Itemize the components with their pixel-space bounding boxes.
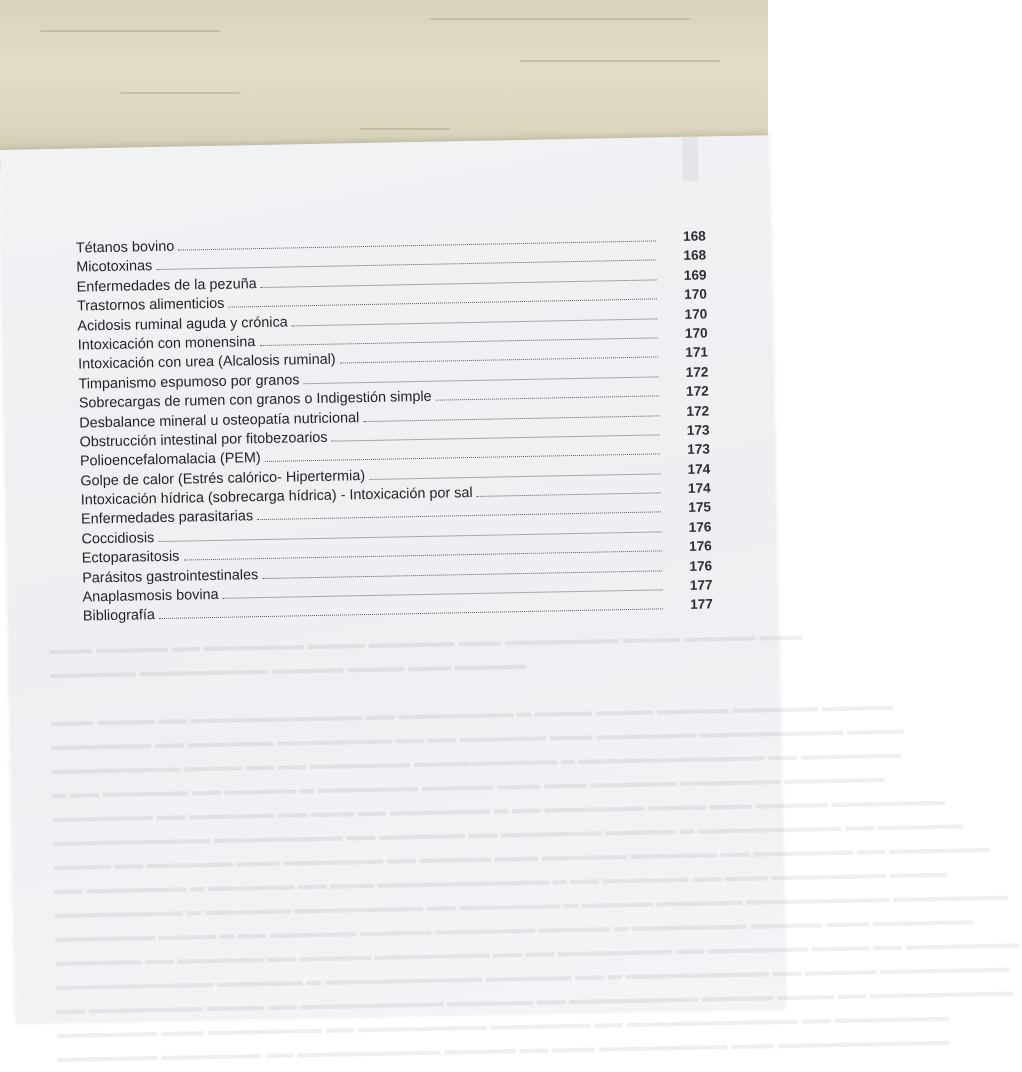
toc-entry-page-number: 174	[687, 480, 711, 496]
dot-leader	[477, 492, 661, 497]
toc-entry-title: Parásitos gastrointestinales	[82, 566, 259, 587]
toc-entry-page-number: 168	[683, 247, 707, 264]
dot-leader	[259, 337, 657, 346]
dot-leader	[159, 609, 663, 620]
toc-entry-title: Intoxicación con urea (Alcalosis ruminal)	[77, 351, 336, 373]
toc-entry-title: Ectoparasitosis	[81, 548, 180, 567]
dot-leader	[265, 454, 660, 463]
table-of-contents	[76, 228, 713, 628]
wood-grain	[520, 60, 720, 62]
toc-entry-title: Desbalance mineral u osteopatía nutricional	[79, 409, 360, 432]
toc-entry-title: Bibliografía	[82, 607, 156, 625]
toc-entry-page-number: 171	[685, 344, 709, 361]
dot-leader	[292, 318, 658, 326]
toc-entry-title: Golpe de calor (Estrés calórico- Hipertermia)	[80, 467, 366, 490]
toc-entry-page-number: 168	[682, 228, 706, 244]
dot-leader	[304, 376, 659, 384]
toc-entry-title: Micotoxinas	[76, 258, 153, 276]
toc-entry-title: Acidosis ruminal aguda y crónica	[77, 314, 288, 335]
wood-grain	[360, 128, 450, 130]
dot-leader	[228, 299, 657, 308]
dot-leader	[369, 473, 660, 480]
dot-leader	[262, 570, 662, 579]
dot-leader	[261, 279, 657, 288]
toc-entry-page-number: 177	[689, 577, 713, 593]
toc-entry-title: Timpanismo espumoso por granos	[78, 372, 300, 393]
dot-leader	[178, 240, 656, 250]
dot-leader	[340, 357, 658, 364]
toc-entry-title: Coccidiosis	[81, 529, 155, 548]
wood-grain	[120, 92, 240, 94]
dot-leader	[332, 434, 660, 441]
toc-entry-title: Polioencefalomalacia (PEM)	[79, 450, 261, 470]
toc-entry-page-number: 177	[690, 596, 713, 613]
toc-entry-title: Sobrecargas de rumen con granos o Indigestión simple	[78, 388, 432, 412]
toc-entry-page-number: 172	[686, 402, 710, 419]
toc-entry-page-number: 172	[685, 364, 709, 380]
dot-leader	[257, 512, 661, 521]
toc-entry-title: Tétanos bovino	[75, 238, 175, 257]
toc-entry-title: Intoxicación con monensina	[77, 334, 256, 354]
document-page	[0, 135, 1021, 1067]
toc-entry-title: Trastornos alimenticios	[76, 295, 225, 315]
toc-entry-title: Intoxicación hídrica (sobrecarga hídrica) - Intoxicación por sal	[80, 485, 473, 509]
dot-leader	[223, 589, 663, 598]
toc-entry-page-number: 170	[684, 286, 708, 303]
dot-leader	[436, 396, 659, 401]
toc-entry-title: Enfermedades parasitarias	[80, 508, 254, 528]
toc-entry-page-number: 173	[687, 441, 711, 458]
show-through-text: ▬▬▬ ▬▬▬▬▬ ▬▬ ▬▬▬▬▬▬▬ ▬▬▬▬ ▬▬▬▬▬▬ ▬▬▬ ▬▬▬▬▬▬▬▬ ▬▬▬▬ ▬▬▬▬▬ ▬▬▬ ▬▬▬▬▬▬ ▬▬▬▬▬▬▬▬▬ ▬▬▬▬▬ ▬▬▬▬ ▬▬▬ ▬▬▬▬▬ ▬▬▬ ▬▬▬▬ ▬▬ ▬▬▬▬▬▬▬▬▬▬▬▬ ▬▬ ▬▬▬▬▬▬▬▬ ▬ ▬▬▬▬ ▬▬▬▬ ▬▬▬▬▬ ▬▬▬▬▬▬ ▬▬▬▬▬ ▬▬▬▬▬▬▬ ▬▬ ▬▬▬▬▬▬ ▬▬▬▬▬▬▬▬ ▬▬ ▬▬ ▬▬▬▬▬▬ ▬▬▬ ▬▬▬▬▬▬▬ ▬▬▬▬▬▬▬▬▬▬ ▬▬▬▬ ▬▬▬▬▬▬▬▬▬ ▬▬▬▬ ▬▬ ▬▬ ▬▬▬▬▬▬▬ ▬▬▬▬▬▬▬▬▬▬ ▬ ▬▬▬▬▬▬▬▬▬▬▬▬▬ ▬▬ ▬▬▬▬▬▬▬ ▬ ▬▬ ▬▬▬▬▬▬ ▬▬ ▬▬▬▬▬ ▬ ▬▬▬▬▬▬▬ ▬▬▬▬▬ ▬▬▬ ▬▬▬ ▬▬▬▬▬▬ ▬▬▬▬▬▬▬ ▬▬▬▬▬▬▬ ▬▬▬▬▬▬▬ ▬▬ ▬▬▬▬▬▬ ▬▬ ▬▬▬ ▬▬ ▬▬▬▬▬▬▬ ▬ ▬▬ ▬▬▬▬▬▬▬ ▬▬▬▬ ▬▬▬ ▬▬▬▬▬ ▬▬▬▬▬▬▬▬ ▬▬▬▬▬▬▬▬▬▬▬ ▬▬▬▬▬▬▬▬▬ ▬▬ ▬▬▬▬▬▬ ▬▬ ▬▬▬▬▬▬▬ ▬▬▬▬▬ ▬ ▬▬▬▬▬▬▬▬▬▬ ▬▬ ▬▬▬▬▬▬ ▬▬▬▬ ▬▬ ▬▬▬▬▬▬ ▬▬▬ ▬▬▬▬▬▬▬ ▬▬ ▬▬▬▬▬ ▬▬▬ ▬▬▬▬▬▬ ▬▬▬▬▬▬ ▬▬ ▬▬▬▬▬▬▬ ▬▬ ▬▬▬▬▬▬▬ ▬▬ ▬▬▬▬▬▬▬ ▬ ▬▬▬▬▬▬ ▬▬ ▬▬▬ ▬▬▬▬▬▬▬▬▬▬▬▬ ▬ ▬▬ ▬▬▬▬▬▬ ▬▬ ▬▬▬ ▬▬▬▬▬▬▬▬ ▬▬▬▬ ▬▬▬▬▬▬▬▬▬ ▬ ▬▬▬▬▬▬ ▬▬▬▬▬▬▬▬▬ ▬▬ ▬▬▬▬▬▬▬ ▬ ▬▬▬▬▬ ▬▬▬▬▬▬ ▬▬▬▬▬▬▬▬▬▬ ▬▬▬▬▬▬▬▬ ▬▬▬▬▬▬▬ ▬▬▬▬ ▬ ▬▬ ▬▬▬▬▬▬ ▬▬▬▬▬ ▬▬▬▬▬▬▬ ▬▬▬▬▬ ▬ ▬▬▬▬▬▬▬▬ ▬▬▬▬▬ ▬▬▬ ▬▬▬▬▬▬▬ ▬▬▬▬▬▬ ▬▬ ▬▬▬▬▬▬ ▬▬ ▬▬▬▬▬ ▬▬▬▬▬▬▬▬ ▬▬ ▬▬ ▬▬▬▬▬▬▬▬ ▬▬ ▬▬▬▬▬▬▬ ▬▬▬▬ ▬▬ ▬▬▬▬▬▬▬▬ ▬▬▬▬▬▬▬▬▬▬▬ ▬▬▬▬▬▬ ▬ ▬▬▬▬▬▬▬▬▬▬▬ ▬▬▬▬▬▬ ▬▬ ▬ ▬▬▬▬▬▬▬▬▬▬ ▬▬ ▬▬▬▬▬ ▬▬▬▬▬▬▬▬▬ ▬▬ ▬▬▬▬▬▬▬▬ ▬▬▬▬ ▬▬ ▬▬▬▬▬▬▬▬▬▬ ▬▬▬▬▬▬ ▬▬ ▬▬▬▬▬▬▬▬▬ ▬▬▬▬▬ ▬▬▬▬ ▬▬ ▬▬▬▬▬▬▬▬▬▬ ▬▬▬▬▬▬▬ ▬▬▬ ▬▬▬▬▬▬▬▬ ▬▬ ▬▬▬▬▬▬▬▬▬ ▬▬▬▬▬▬▬ ▬▬ ▬▬▬▬▬▬▬▬▬▬▬▬ ▬▬ ▬▬▬▬▬▬▬▬ ▬▬▬▬▬▬▬ ▬▬▬▬▬▬▬ ▬▬ ▬▬▬▬▬▬▬▬▬▬ ▬▬▬▬▬ ▬▬ ▬▬▬ ▬▬▬▬▬▬▬▬▬ ▬▬▬ ▬▬▬▬▬▬▬▬▬▬▬▬	[49, 628, 1021, 1067]
toc-entry-page-number: 170	[684, 306, 708, 322]
page-edge-tab	[682, 137, 699, 181]
toc-entry-title: Obstrucción intestinal por fitobezoarios	[79, 429, 328, 451]
toc-entry-page-number: 169	[683, 267, 707, 283]
toc-entry-page-number: 173	[686, 422, 710, 438]
toc-entry-title: Enfermedades de la pezuña	[76, 275, 257, 296]
toc-entry-page-number: 176	[688, 538, 712, 555]
dot-leader	[363, 415, 659, 422]
toc-entry-page-number: 172	[685, 383, 709, 399]
toc-entry-page-number: 175	[688, 499, 712, 516]
toc-entry-title: Anaplasmosis bovina	[82, 586, 219, 606]
dot-leader	[183, 551, 661, 561]
toc-entry-page-number: 176	[688, 519, 712, 535]
toc-entry-page-number: 174	[687, 461, 711, 477]
toc-entry-page-number: 170	[684, 325, 708, 341]
wood-grain	[430, 18, 690, 20]
toc-entry-page-number: 176	[689, 558, 713, 574]
wood-grain	[40, 30, 220, 32]
